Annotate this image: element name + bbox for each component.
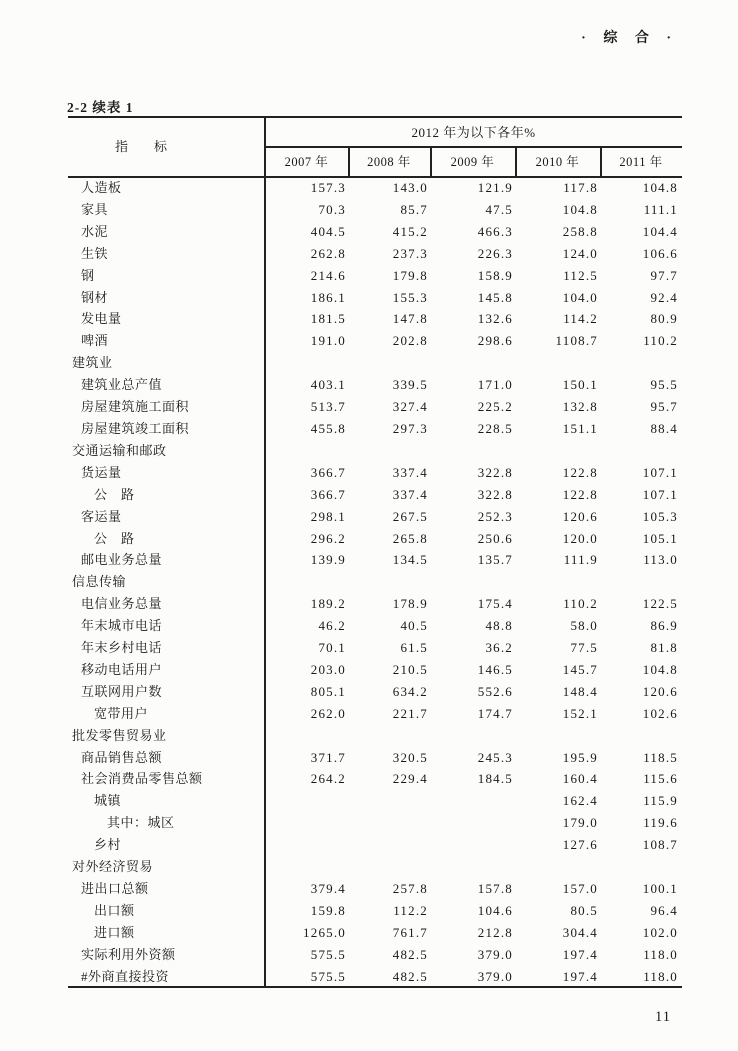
row-label: 进口额 [94, 924, 135, 940]
table-row [68, 637, 682, 659]
cell-value: 297.3 [392, 420, 428, 436]
cell-value: 179.0 [562, 815, 598, 831]
table-row [68, 966, 682, 988]
cell-value: 805.1 [310, 683, 346, 699]
cell-value: 152.1 [562, 705, 598, 721]
cell-value: 379.0 [477, 946, 513, 962]
cell-value: 403.1 [310, 377, 346, 393]
table-row [68, 352, 682, 374]
cell-value: 107.1 [642, 464, 678, 480]
cell-value: 150.1 [562, 377, 598, 393]
table-row [68, 462, 682, 484]
cell-value: 159.8 [310, 902, 346, 918]
year-column-header: 2007 年 [284, 155, 329, 169]
row-label: 移动电话用户 [81, 661, 163, 677]
cell-value: 197.4 [562, 946, 598, 962]
cell-value: 86.9 [650, 618, 678, 634]
cell-value: 115.6 [643, 771, 678, 787]
cell-value: 36.2 [485, 640, 513, 656]
cell-value: 262.8 [310, 245, 346, 261]
row-label: 水泥 [81, 223, 109, 239]
table-row [68, 659, 682, 681]
cell-value: 111.1 [643, 201, 678, 217]
table-row [68, 790, 682, 812]
row-label: 货运量 [81, 464, 122, 480]
cell-value: 258.8 [562, 223, 598, 239]
table-row [68, 549, 682, 571]
table-row [68, 593, 682, 615]
cell-value: 127.6 [562, 837, 598, 853]
cell-value: 113.0 [643, 552, 678, 568]
row-label: 公 路 [94, 486, 135, 502]
table-row [68, 418, 682, 440]
cell-value: 162.4 [562, 793, 598, 809]
cell-value: 102.6 [642, 705, 678, 721]
cell-value: 264.2 [310, 771, 346, 787]
row-label: 交通运输和邮政 [72, 442, 167, 458]
indicator-column-header: 指 标 [115, 139, 168, 154]
row-label: 人造板 [81, 180, 122, 195]
row-label: 邮电业务总量 [81, 552, 163, 568]
cell-value: 115.9 [643, 793, 678, 809]
row-label: 社会消费品零售总额 [81, 771, 203, 787]
cell-value: 118.5 [643, 749, 678, 765]
cell-value: 151.1 [562, 420, 598, 436]
cell-value: 191.0 [310, 333, 346, 349]
cell-value: 104.8 [562, 201, 598, 217]
cell-value: 482.5 [392, 968, 428, 984]
cell-value: 95.5 [650, 377, 678, 393]
year-column-header: 2011 年 [619, 155, 663, 169]
cell-value: 134.5 [392, 552, 428, 568]
table-row [68, 287, 682, 309]
cell-value: 189.2 [310, 596, 346, 612]
cell-value: 761.7 [392, 924, 428, 940]
cell-value: 104.8 [642, 180, 678, 195]
cell-value: 179.8 [392, 267, 428, 283]
table-body [68, 177, 682, 988]
page-number: 11 [655, 1009, 671, 1025]
cell-value: 379.4 [310, 881, 346, 896]
cell-value: 85.7 [400, 201, 428, 217]
cell-value: 104.8 [642, 661, 678, 677]
cell-value: 146.5 [477, 661, 513, 677]
cell-value: 322.8 [477, 486, 513, 502]
cell-value: 634.2 [392, 683, 428, 699]
cell-value: 455.8 [310, 420, 346, 436]
cell-value: 108.7 [642, 837, 678, 853]
row-label: 客运量 [81, 508, 122, 524]
cell-value: 81.8 [650, 640, 678, 656]
cell-value: 157.8 [477, 881, 513, 896]
cell-value: 88.4 [650, 420, 678, 436]
table-row [68, 330, 682, 352]
cell-value: 197.4 [562, 968, 598, 984]
table-row [68, 900, 682, 922]
row-label: 建筑业 [72, 355, 113, 371]
cell-value: 118.0 [643, 946, 678, 962]
table-row [68, 528, 682, 550]
year-column-header: 2009 年 [450, 155, 495, 169]
cell-value: 513.7 [310, 399, 346, 415]
table-row [68, 703, 682, 725]
cell-value: 237.3 [392, 245, 428, 261]
row-label: 电信业务总量 [81, 596, 163, 612]
cell-value: 117.8 [563, 180, 598, 195]
year-column-header: 2010 年 [535, 155, 580, 169]
table-row [68, 265, 682, 287]
row-label: 宽带用户 [94, 705, 149, 721]
cell-value: 229.4 [392, 771, 428, 787]
row-label: 钢材 [81, 289, 109, 305]
cell-value: 575.5 [310, 968, 346, 984]
cell-value: 1108.7 [555, 333, 598, 349]
table-row [68, 571, 682, 593]
row-label: 公 路 [94, 530, 135, 546]
row-label: 对外经济贸易 [72, 859, 154, 875]
cell-value: 265.8 [392, 530, 428, 546]
cell-value: 296.2 [310, 530, 346, 546]
table-row [68, 944, 682, 966]
cell-value: 119.6 [643, 815, 678, 831]
cell-value: 203.0 [310, 661, 346, 677]
cell-value: 147.8 [392, 311, 428, 327]
row-label: 啤酒 [81, 333, 109, 349]
table-row [68, 199, 682, 221]
cell-value: 110.2 [563, 596, 598, 612]
row-label: 生铁 [81, 245, 109, 261]
table-row [68, 878, 682, 900]
cell-value: 135.7 [477, 552, 513, 568]
table-row [68, 221, 682, 243]
cell-value: 118.0 [643, 968, 678, 984]
cell-value: 120.6 [642, 683, 678, 699]
cell-value: 262.0 [310, 705, 346, 721]
row-label: 家具 [81, 201, 109, 217]
cell-value: 327.4 [392, 399, 428, 415]
cell-value: 58.0 [570, 618, 598, 634]
cell-value: 175.4 [477, 596, 513, 612]
cell-value: 105.1 [642, 530, 678, 546]
cell-value: 482.5 [392, 946, 428, 962]
cell-value: 112.5 [563, 267, 598, 283]
cell-value: 100.1 [642, 881, 678, 896]
cell-value: 114.2 [563, 311, 598, 327]
cell-value: 160.4 [562, 771, 598, 787]
cell-value: 122.8 [562, 464, 598, 480]
row-label: 年末城市电话 [81, 618, 163, 634]
cell-value: 102.0 [642, 924, 678, 940]
cell-value: 195.9 [562, 749, 598, 765]
cell-value: 157.0 [562, 881, 598, 896]
cell-value: 70.1 [318, 640, 346, 656]
cell-value: 47.5 [485, 201, 513, 217]
row-label: 进出口总额 [81, 881, 149, 896]
table-row [68, 747, 682, 769]
year-column-header: 2008 年 [367, 155, 411, 169]
table-row [68, 374, 682, 396]
cell-value: 155.3 [392, 289, 428, 305]
cell-value: 366.7 [310, 486, 346, 502]
table-row [68, 243, 682, 265]
cell-value: 225.2 [477, 399, 513, 415]
cell-value: 105.3 [642, 508, 678, 524]
cell-value: 298.1 [310, 508, 346, 524]
cell-value: 228.5 [477, 420, 513, 436]
table-row [68, 725, 682, 747]
cell-value: 77.5 [570, 640, 598, 656]
cell-value: 267.5 [392, 508, 428, 524]
cell-value: 202.8 [392, 333, 428, 349]
cell-value: 145.8 [477, 289, 513, 305]
table-number-label: 2-2 续表 1 [67, 100, 134, 115]
cell-value: 143.0 [392, 180, 428, 195]
cell-value: 379.0 [477, 968, 513, 984]
table-row [68, 440, 682, 462]
cell-value: 245.3 [477, 749, 513, 765]
row-label: 商品销售总额 [81, 749, 163, 765]
table-row [68, 615, 682, 637]
row-label: 发电量 [81, 311, 122, 327]
row-label: 建筑业总产值 [81, 377, 163, 393]
cell-value: 121.9 [477, 180, 513, 195]
cell-value: 214.6 [310, 267, 346, 283]
cell-value: 112.2 [393, 902, 428, 918]
cell-value: 107.1 [642, 486, 678, 502]
cell-value: 122.8 [562, 486, 598, 502]
row-label: 钢 [81, 267, 95, 283]
cell-value: 106.6 [642, 245, 678, 261]
table-row [68, 177, 682, 199]
table-row [68, 922, 682, 944]
row-label: 实际利用外资额 [81, 946, 176, 962]
row-label: 互联网用户数 [81, 683, 163, 699]
cell-value: 252.3 [477, 508, 513, 524]
row-label: 出口额 [94, 902, 135, 918]
cell-value: 96.4 [650, 902, 678, 918]
cell-value: 337.4 [392, 486, 428, 502]
cell-value: 104.6 [477, 902, 513, 918]
row-label: 其中：城区 [107, 815, 175, 831]
cell-value: 1265.0 [303, 924, 346, 940]
cell-value: 552.6 [477, 683, 513, 699]
cell-value: 48.8 [485, 618, 513, 634]
cell-value: 466.3 [477, 223, 513, 239]
cell-value: 212.8 [477, 924, 513, 940]
cell-value: 80.5 [570, 902, 598, 918]
cell-value: 210.5 [392, 661, 428, 677]
cell-value: 120.0 [562, 530, 598, 546]
cell-value: 174.7 [477, 705, 513, 721]
cell-value: 184.5 [477, 771, 513, 787]
row-label: 年末乡村电话 [81, 640, 163, 656]
cell-value: 339.5 [392, 377, 428, 393]
table-row [68, 681, 682, 703]
cell-value: 132.6 [477, 311, 513, 327]
cell-value: 104.0 [562, 289, 598, 305]
cell-value: 322.8 [477, 464, 513, 480]
cell-value: 80.9 [650, 311, 678, 327]
cell-value: 104.4 [642, 223, 678, 239]
row-label: 信息传输 [72, 574, 127, 590]
cell-value: 415.2 [392, 223, 428, 239]
cell-value: 110.2 [643, 333, 678, 349]
table-row [68, 768, 682, 790]
cell-value: 178.9 [392, 596, 428, 612]
cell-value: 221.7 [392, 705, 428, 721]
cell-value: 124.0 [562, 245, 598, 261]
cell-value: 186.1 [310, 289, 346, 305]
row-label: 房屋建筑施工面积 [81, 399, 190, 415]
cell-value: 95.7 [650, 399, 678, 415]
table-row [68, 834, 682, 856]
cell-value: 70.3 [318, 201, 346, 217]
cell-value: 61.5 [400, 640, 428, 656]
cell-value: 171.0 [477, 377, 513, 393]
statistics-table [68, 116, 682, 988]
cell-value: 320.5 [392, 749, 428, 765]
table-row [68, 506, 682, 528]
cell-value: 40.5 [400, 618, 428, 634]
cell-value: 46.2 [318, 618, 346, 634]
cell-value: 250.6 [477, 530, 513, 546]
cell-value: 111.9 [563, 552, 598, 568]
cell-value: 575.5 [310, 946, 346, 962]
cell-value: 157.3 [310, 180, 346, 195]
cell-value: 158.9 [477, 267, 513, 283]
cell-value: 304.4 [562, 924, 598, 940]
cell-value: 366.7 [310, 464, 346, 480]
cell-value: 298.6 [477, 333, 513, 349]
cell-value: 257.8 [392, 881, 428, 896]
cell-value: 145.7 [562, 661, 598, 677]
row-label: 批发零售贸易业 [72, 727, 167, 743]
cell-value: 132.8 [562, 399, 598, 415]
cell-value: 122.5 [642, 596, 678, 612]
span-column-header: 2012 年为以下各年% [411, 125, 536, 140]
table-row [68, 812, 682, 834]
cell-value: 148.4 [562, 683, 598, 699]
table-row [68, 484, 682, 506]
cell-value: 181.5 [310, 311, 346, 327]
table-row [68, 856, 682, 878]
cell-value: 404.5 [310, 223, 346, 239]
row-label: 城镇 [94, 793, 122, 809]
row-label: 房屋建筑竣工面积 [81, 420, 190, 436]
table-row [68, 396, 682, 418]
section-corner-label: · 综 合 · [581, 31, 678, 46]
row-label: #外商直接投资 [81, 968, 170, 984]
cell-value: 226.3 [477, 245, 513, 261]
cell-value: 139.9 [310, 552, 346, 568]
cell-value: 371.7 [310, 749, 346, 765]
cell-value: 337.4 [392, 464, 428, 480]
cell-value: 97.7 [650, 267, 678, 283]
row-label: 乡村 [94, 837, 122, 853]
cell-value: 120.6 [562, 508, 598, 524]
table-row [68, 308, 682, 330]
cell-value: 92.4 [650, 289, 678, 305]
